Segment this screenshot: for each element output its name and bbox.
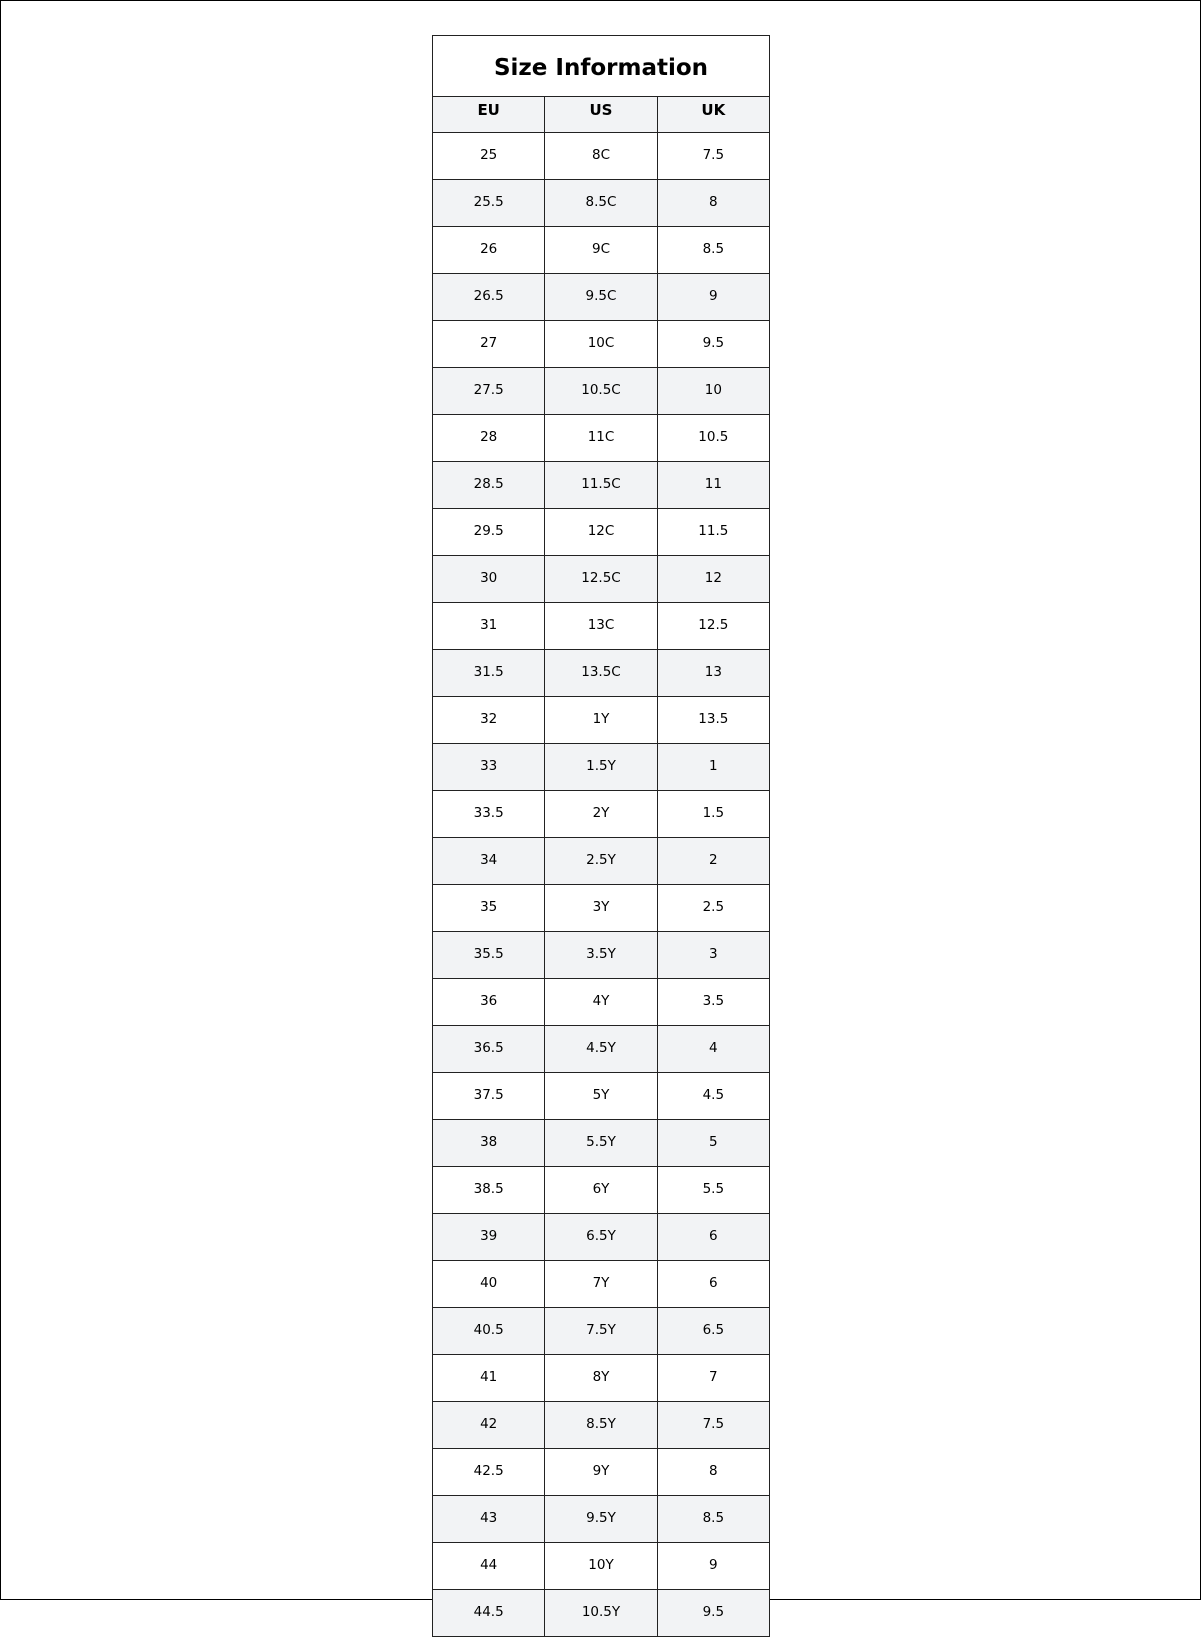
cell-eu: 27 bbox=[433, 321, 545, 368]
cell-us: 9.5Y bbox=[545, 1496, 657, 1543]
cell-us: 5.5Y bbox=[545, 1120, 657, 1167]
table-row bbox=[433, 932, 770, 979]
cell-uk: 5.5 bbox=[657, 1167, 769, 1214]
cell-uk: 9 bbox=[657, 274, 769, 321]
table-row bbox=[433, 321, 770, 368]
cell-uk: 5 bbox=[657, 1120, 769, 1167]
cell-us: 3.5Y bbox=[545, 932, 657, 979]
table-row bbox=[433, 979, 770, 1026]
cell-eu: 40.5 bbox=[433, 1308, 545, 1355]
cell-us: 10Y bbox=[545, 1543, 657, 1590]
cell-uk: 7 bbox=[657, 1355, 769, 1402]
table-row bbox=[433, 1120, 770, 1167]
table-row bbox=[433, 509, 770, 556]
cell-uk: 7.5 bbox=[657, 133, 769, 180]
cell-uk: 7.5 bbox=[657, 1402, 769, 1449]
table-row bbox=[433, 1308, 770, 1355]
cell-eu: 35.5 bbox=[433, 932, 545, 979]
cell-uk: 9 bbox=[657, 1543, 769, 1590]
table-title-row bbox=[433, 36, 770, 97]
table-row bbox=[433, 1073, 770, 1120]
cell-us: 8Y bbox=[545, 1355, 657, 1402]
cell-eu: 32 bbox=[433, 697, 545, 744]
cell-us: 4.5Y bbox=[545, 1026, 657, 1073]
cell-eu: 41 bbox=[433, 1355, 545, 1402]
cell-eu: 26.5 bbox=[433, 274, 545, 321]
cell-us: 12C bbox=[545, 509, 657, 556]
table-row bbox=[433, 133, 770, 180]
cell-uk: 11.5 bbox=[657, 509, 769, 556]
cell-us: 10.5C bbox=[545, 368, 657, 415]
cell-uk: 6 bbox=[657, 1214, 769, 1261]
cell-us: 6Y bbox=[545, 1167, 657, 1214]
cell-uk: 8 bbox=[657, 180, 769, 227]
table-row bbox=[433, 603, 770, 650]
cell-eu: 33 bbox=[433, 744, 545, 791]
cell-eu: 33.5 bbox=[433, 791, 545, 838]
table-row bbox=[433, 556, 770, 603]
cell-uk: 3.5 bbox=[657, 979, 769, 1026]
cell-eu: 31.5 bbox=[433, 650, 545, 697]
cell-uk: 4.5 bbox=[657, 1073, 769, 1120]
cell-us: 10.5Y bbox=[545, 1590, 657, 1637]
table-row bbox=[433, 1496, 770, 1543]
cell-eu: 43 bbox=[433, 1496, 545, 1543]
cell-us: 7Y bbox=[545, 1261, 657, 1308]
cell-eu: 30 bbox=[433, 556, 545, 603]
table-row bbox=[433, 368, 770, 415]
cell-us: 12.5C bbox=[545, 556, 657, 603]
cell-eu: 39 bbox=[433, 1214, 545, 1261]
cell-eu: 37.5 bbox=[433, 1073, 545, 1120]
cell-uk: 1.5 bbox=[657, 791, 769, 838]
cell-us: 2Y bbox=[545, 791, 657, 838]
table-row bbox=[433, 1543, 770, 1590]
cell-uk: 9.5 bbox=[657, 1590, 769, 1637]
cell-eu: 40 bbox=[433, 1261, 545, 1308]
cell-uk: 12 bbox=[657, 556, 769, 603]
cell-eu: 36.5 bbox=[433, 1026, 545, 1073]
cell-us: 8.5Y bbox=[545, 1402, 657, 1449]
cell-us: 6.5Y bbox=[545, 1214, 657, 1261]
cell-eu: 38 bbox=[433, 1120, 545, 1167]
cell-uk: 4 bbox=[657, 1026, 769, 1073]
cell-eu: 44 bbox=[433, 1543, 545, 1590]
cell-uk: 1 bbox=[657, 744, 769, 791]
cell-uk: 2 bbox=[657, 838, 769, 885]
cell-uk: 8 bbox=[657, 1449, 769, 1496]
cell-us: 9.5C bbox=[545, 274, 657, 321]
cell-us: 9C bbox=[545, 227, 657, 274]
table-row bbox=[433, 180, 770, 227]
cell-eu: 27.5 bbox=[433, 368, 545, 415]
cell-uk: 13.5 bbox=[657, 697, 769, 744]
table-row bbox=[433, 1167, 770, 1214]
cell-eu: 29.5 bbox=[433, 509, 545, 556]
cell-us: 11.5C bbox=[545, 462, 657, 509]
table-row bbox=[433, 1402, 770, 1449]
cell-uk: 3 bbox=[657, 932, 769, 979]
cell-eu: 28 bbox=[433, 415, 545, 462]
table-row bbox=[433, 1214, 770, 1261]
table-row bbox=[433, 1261, 770, 1308]
table-row bbox=[433, 791, 770, 838]
size-rows bbox=[433, 133, 770, 1637]
cell-eu: 34 bbox=[433, 838, 545, 885]
cell-us: 9Y bbox=[545, 1449, 657, 1496]
cell-uk: 8.5 bbox=[657, 227, 769, 274]
cell-us: 2.5Y bbox=[545, 838, 657, 885]
cell-uk: 2.5 bbox=[657, 885, 769, 932]
cell-uk: 6.5 bbox=[657, 1308, 769, 1355]
table-row bbox=[433, 1355, 770, 1402]
size-information-table bbox=[432, 35, 770, 1637]
cell-us: 13C bbox=[545, 603, 657, 650]
cell-us: 8C bbox=[545, 133, 657, 180]
cell-uk: 9.5 bbox=[657, 321, 769, 368]
cell-us: 10C bbox=[545, 321, 657, 368]
cell-eu: 36 bbox=[433, 979, 545, 1026]
column-header-row bbox=[433, 97, 770, 133]
table-row bbox=[433, 462, 770, 509]
cell-eu: 25.5 bbox=[433, 180, 545, 227]
cell-us: 4Y bbox=[545, 979, 657, 1026]
cell-us: 8.5C bbox=[545, 180, 657, 227]
cell-eu: 42 bbox=[433, 1402, 545, 1449]
cell-eu: 28.5 bbox=[433, 462, 545, 509]
cell-uk: 11 bbox=[657, 462, 769, 509]
cell-uk: 10 bbox=[657, 368, 769, 415]
cell-eu: 26 bbox=[433, 227, 545, 274]
cell-uk: 6 bbox=[657, 1261, 769, 1308]
cell-uk: 13 bbox=[657, 650, 769, 697]
table-row bbox=[433, 1590, 770, 1637]
cell-uk: 12.5 bbox=[657, 603, 769, 650]
cell-uk: 8.5 bbox=[657, 1496, 769, 1543]
cell-us: 13.5C bbox=[545, 650, 657, 697]
cell-eu: 35 bbox=[433, 885, 545, 932]
table-row bbox=[433, 227, 770, 274]
column-header-us: US bbox=[545, 97, 657, 133]
cell-us: 7.5Y bbox=[545, 1308, 657, 1355]
cell-eu: 38.5 bbox=[433, 1167, 545, 1214]
cell-us: 11C bbox=[545, 415, 657, 462]
table-row bbox=[433, 838, 770, 885]
column-header-uk: UK bbox=[657, 97, 769, 133]
table-row bbox=[433, 415, 770, 462]
cell-us: 5Y bbox=[545, 1073, 657, 1120]
table-row bbox=[433, 885, 770, 932]
table-row bbox=[433, 1449, 770, 1496]
table-title: Size Information bbox=[433, 36, 770, 97]
cell-us: 1Y bbox=[545, 697, 657, 744]
cell-us: 3Y bbox=[545, 885, 657, 932]
cell-eu: 44.5 bbox=[433, 1590, 545, 1637]
table-row bbox=[433, 1026, 770, 1073]
table-row bbox=[433, 650, 770, 697]
cell-eu: 25 bbox=[433, 133, 545, 180]
table-row bbox=[433, 274, 770, 321]
cell-uk: 10.5 bbox=[657, 415, 769, 462]
cell-eu: 42.5 bbox=[433, 1449, 545, 1496]
cell-us: 1.5Y bbox=[545, 744, 657, 791]
table-row bbox=[433, 744, 770, 791]
column-header-eu: EU bbox=[433, 97, 545, 133]
table-row bbox=[433, 697, 770, 744]
cell-eu: 31 bbox=[433, 603, 545, 650]
